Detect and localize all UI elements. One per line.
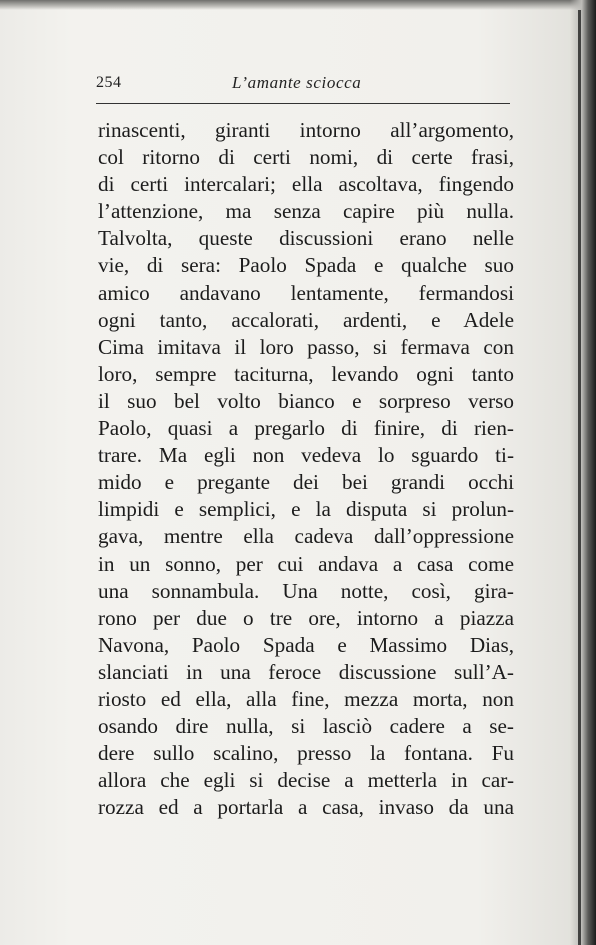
- text-line: limpidi e semplici, e la disputa si prolun-: [98, 497, 514, 522]
- binding-line: [578, 10, 581, 945]
- text-line: Paolo, quasi a pregarlo di finire, di rien-: [98, 416, 514, 441]
- header-rule: [96, 103, 510, 104]
- text-line: rinascenti, giranti intorno all’argomento,: [98, 118, 514, 142]
- text-line: dere sullo scalino, presso la fontana. Fu: [98, 741, 514, 766]
- text-line: di certi intercalari; ella ascoltava, fingendo: [98, 172, 514, 197]
- text-line: col ritorno di certi nomi, di certe frasi,: [98, 145, 514, 170]
- text-line: osando dire nulla, si lasciò cadere a se-: [98, 714, 514, 739]
- book-binding-edge: [570, 0, 596, 945]
- text-line: ogni tanto, accalorati, ardenti, e Adele: [98, 307, 514, 332]
- text-line: slanciati in una feroce discussione sull’A-: [98, 659, 514, 684]
- text-line: il suo bel volto bianco e sorpreso verso: [98, 388, 514, 413]
- text-line: allora che egli si decise a metterla in car-: [98, 768, 514, 793]
- text-line: gava, mentre ella cadeva dall’oppressione: [98, 524, 514, 549]
- page-number: 254: [96, 74, 122, 91]
- text-line: loro, sempre taciturna, levando ogni tanto: [98, 361, 514, 386]
- text-line: rozza ed a portarla a casa, invaso da una: [98, 795, 514, 820]
- text-line: Navona, Paolo Spada e Massimo Dias,: [98, 632, 514, 657]
- text-line: Cima imitava il loro passo, si fermava con: [98, 334, 514, 359]
- text-line: l’attenzione, ma senza capire più nulla.: [98, 199, 514, 224]
- text-line: mido e pregante dei bei grandi occhi: [98, 470, 514, 495]
- page-header: [96, 70, 510, 100]
- text-line: in un sonno, per cui andava a casa come: [98, 551, 514, 576]
- body-text: [98, 117, 514, 821]
- text-line: riosto ed ella, alla fine, mezza morta, non: [98, 686, 514, 711]
- text-line: vie, di sera: Paolo Spada e qualche suo: [98, 253, 514, 278]
- text-line: una sonnambula. Una notte, così, gira-: [98, 578, 514, 603]
- text-line: Talvolta, queste discussioni erano nelle: [98, 226, 514, 251]
- running-title: L’amante sciocca: [232, 73, 362, 92]
- text-line: amico andavano lentamente, fermandosi: [98, 280, 514, 305]
- text-line: rono per due o tre ore, intorno a piazza: [98, 605, 514, 630]
- text-line: trare. Ma egli non vedeva lo sguardo ti-: [98, 443, 514, 468]
- page-top-edge: [0, 0, 596, 10]
